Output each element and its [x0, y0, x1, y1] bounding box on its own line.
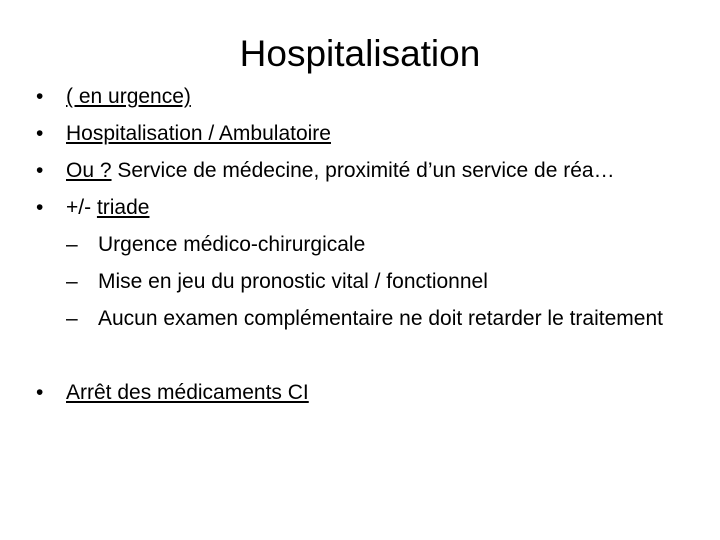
slide-body: [36, 84, 696, 417]
dash-icon: –: [66, 233, 78, 256]
bullet-item-1: [36, 84, 696, 110]
bullet-text-arret: Arrêt des médicaments CI: [66, 381, 309, 404]
bullet-text-hospitalisation: Hospitalisation / Ambulatoire: [66, 122, 331, 145]
bullet-text-plusminus: +/-: [66, 196, 97, 219]
bullet-item-3: [36, 158, 696, 184]
bullet-item-5: [36, 380, 696, 406]
bullet-icon: •: [36, 196, 44, 219]
sub-item-text: Mise en jeu du pronostic vital / fonctionnel: [98, 270, 488, 293]
bullet-text-service: Service de médecine, proximité d’un service de réa…: [111, 159, 615, 182]
bullet-icon: •: [36, 159, 44, 182]
spacer: [36, 343, 696, 380]
sub-item-text: Aucun examen complémentaire ne doit retarder le traitement: [98, 307, 663, 330]
bullet-text-ou: Ou ?: [66, 159, 112, 182]
sub-item-3: [36, 306, 696, 332]
bullet-icon: •: [36, 85, 44, 108]
bullet-item-2: [36, 121, 696, 147]
sub-item-1: [36, 232, 696, 258]
bullet-icon: •: [36, 122, 44, 145]
bullet-icon: •: [36, 381, 44, 404]
sub-item-2: [36, 269, 696, 295]
sub-item-text: Urgence médico-chirurgicale: [98, 233, 366, 256]
bullet-text-urgence: ( en urgence): [66, 85, 191, 108]
dash-icon: –: [66, 270, 78, 293]
dash-icon: –: [66, 307, 78, 330]
slide-title: Hospitalisation: [239, 33, 481, 74]
bullet-text-triade: triade: [96, 196, 150, 219]
bullet-item-4: [36, 195, 696, 221]
